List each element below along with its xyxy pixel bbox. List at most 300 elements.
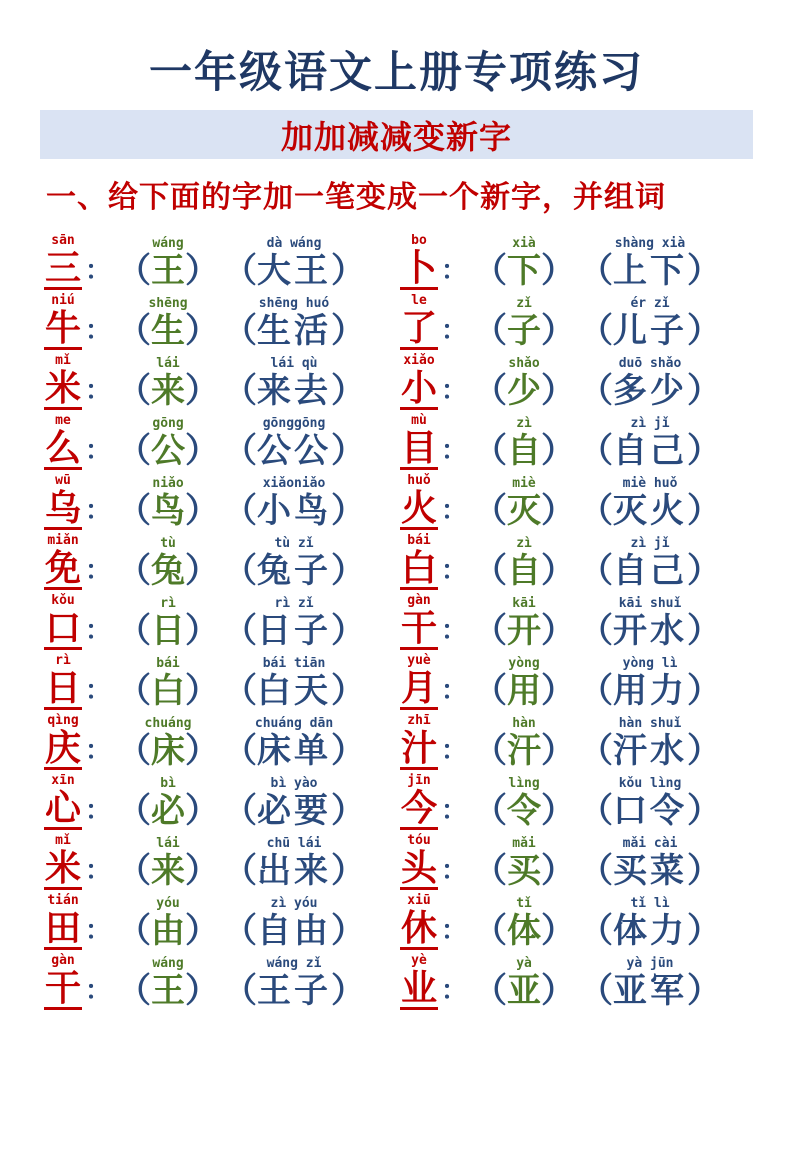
base-char: 小	[401, 367, 438, 409]
colon: ：	[85, 495, 112, 526]
word-pinyin: zì jǐ	[630, 536, 670, 552]
paren-open: （	[579, 432, 614, 471]
base-char: 业	[401, 967, 438, 1009]
new-char-group	[117, 895, 219, 950]
exercise-entry	[44, 290, 400, 350]
paren-close: ）	[185, 432, 220, 471]
word-text: 生活	[257, 312, 332, 351]
paren-close: ）	[687, 492, 722, 531]
new-char-parens	[473, 252, 575, 290]
base-char: 牛	[45, 307, 82, 349]
base-char: 免	[45, 547, 82, 589]
colon: ：	[85, 975, 112, 1006]
new-char-group	[117, 715, 219, 770]
new-char-pinyin: gōng	[152, 416, 184, 432]
new-char-pinyin: zì	[516, 536, 532, 552]
new-char-parens	[117, 492, 219, 530]
new-char-parens	[117, 672, 219, 710]
word-parens	[223, 612, 365, 650]
paren-close: ）	[331, 852, 366, 891]
base-pinyin: le	[411, 293, 427, 309]
new-char-pinyin: lái	[156, 356, 180, 372]
word-text: 必要	[257, 792, 332, 831]
paren-close: ）	[541, 672, 576, 711]
word-text: 自由	[257, 912, 332, 951]
colon: ：	[85, 795, 112, 826]
paren-open: （	[473, 252, 508, 291]
paren-close: ）	[541, 972, 576, 1011]
word-group	[579, 355, 721, 410]
new-char-pinyin: kāi	[512, 596, 536, 612]
new-char-pinyin: zǐ	[516, 296, 532, 312]
word-group	[223, 595, 365, 650]
base-pinyin: bái	[407, 533, 431, 549]
exercise-entry	[400, 710, 756, 770]
new-char-pinyin: bì	[160, 776, 176, 792]
base-char: 汁	[401, 727, 438, 769]
word-group	[579, 715, 721, 770]
paren-open: （	[579, 912, 614, 951]
base-pinyin: niú	[51, 293, 75, 309]
word-parens	[579, 972, 721, 1010]
new-char: 由	[151, 912, 186, 951]
base-char: 头	[401, 847, 438, 889]
exercise-entry	[400, 410, 756, 470]
base-pinyin: jīn	[407, 773, 431, 789]
base-char: 月	[401, 667, 438, 709]
new-char-group	[117, 415, 219, 470]
paren-open: （	[473, 372, 508, 411]
colon: ：	[85, 915, 112, 946]
paren-close: ）	[541, 912, 576, 951]
new-char-group	[473, 655, 575, 710]
word-pinyin: duō shǎo	[618, 356, 682, 372]
base-pinyin: xīn	[51, 773, 75, 789]
word-pinyin: zì jǐ	[630, 416, 670, 432]
new-char-pinyin: mǎi	[512, 836, 536, 852]
word-pinyin: mǎi cài	[622, 836, 678, 852]
word-parens	[579, 312, 721, 350]
new-char-group	[473, 475, 575, 530]
colon: ：	[85, 555, 112, 586]
word-text: 用力	[613, 672, 688, 711]
word-parens	[579, 372, 721, 410]
paren-close: ）	[541, 492, 576, 531]
paren-close: ）	[541, 552, 576, 591]
base-pinyin: mǐ	[55, 833, 71, 849]
base-unit	[400, 412, 438, 470]
new-char: 亚	[507, 972, 542, 1011]
paren-close: ）	[687, 732, 722, 771]
exercise-entry	[44, 830, 400, 890]
word-group	[579, 235, 721, 290]
word-text: 多少	[613, 372, 688, 411]
word-parens	[223, 792, 365, 830]
base-unit	[400, 832, 438, 890]
new-char-parens	[117, 732, 219, 770]
paren-close: ）	[687, 552, 722, 591]
new-char-pinyin: hàn	[512, 716, 536, 732]
base-pinyin: gàn	[407, 593, 431, 609]
base-char: 庆	[45, 727, 82, 769]
paren-open: （	[579, 732, 614, 771]
new-char-group	[117, 535, 219, 590]
paren-close: ）	[331, 252, 366, 291]
exercise-entry	[400, 890, 756, 950]
base-unit	[400, 292, 438, 350]
new-char-group	[117, 955, 219, 1010]
base-unit	[400, 532, 438, 590]
word-pinyin: bì yào	[270, 776, 318, 792]
paren-close: ）	[541, 312, 576, 351]
exercise-entry	[44, 410, 400, 470]
base-char: 白	[401, 547, 438, 589]
new-char-pinyin: niǎo	[152, 476, 184, 492]
new-char-group	[117, 295, 219, 350]
word-pinyin: gōnggōng	[262, 416, 326, 432]
new-char-pinyin: xià	[512, 236, 536, 252]
exercise-entry	[44, 530, 400, 590]
paren-close: ）	[185, 612, 220, 651]
word-group	[223, 355, 365, 410]
word-parens	[223, 972, 365, 1010]
paren-open: （	[223, 792, 258, 831]
colon: ：	[441, 255, 468, 286]
word-text: 开水	[613, 612, 688, 651]
new-char: 兔	[151, 552, 186, 591]
word-pinyin: tù zǐ	[274, 536, 314, 552]
word-pinyin: yòng lì	[622, 656, 678, 672]
new-char-group	[473, 535, 575, 590]
colon: ：	[441, 555, 468, 586]
new-char-parens	[473, 852, 575, 890]
base-unit	[44, 292, 82, 350]
base-pinyin: tián	[47, 893, 79, 909]
word-group	[223, 715, 365, 770]
new-char-parens	[117, 912, 219, 950]
base-char: 口	[45, 607, 82, 649]
word-parens	[223, 252, 365, 290]
base-unit	[44, 352, 82, 410]
paren-open: （	[579, 372, 614, 411]
new-char-group	[473, 835, 575, 890]
word-group	[223, 475, 365, 530]
paren-close: ）	[185, 552, 220, 591]
exercise-entry	[400, 230, 756, 290]
paren-open: （	[223, 852, 258, 891]
new-char: 白	[151, 672, 186, 711]
exercise-entry	[44, 770, 400, 830]
base-unit	[44, 412, 82, 470]
paren-close: ）	[331, 672, 366, 711]
paren-close: ）	[185, 252, 220, 291]
new-char: 子	[507, 312, 542, 351]
base-unit	[44, 772, 82, 830]
colon: ：	[85, 615, 112, 646]
word-text: 白天	[257, 672, 332, 711]
new-char: 买	[507, 852, 542, 891]
new-char: 公	[151, 432, 186, 471]
word-group	[223, 415, 365, 470]
colon: ：	[441, 975, 468, 1006]
base-unit	[44, 892, 82, 950]
base-unit	[44, 472, 82, 530]
word-pinyin: lái qù	[270, 356, 318, 372]
word-pinyin: dà wáng	[266, 236, 322, 252]
new-char-group	[473, 355, 575, 410]
base-pinyin: gàn	[51, 953, 75, 969]
word-parens	[579, 492, 721, 530]
new-char-pinyin: lìng	[508, 776, 540, 792]
paren-open: （	[473, 732, 508, 771]
word-parens	[579, 792, 721, 830]
new-char: 生	[151, 312, 186, 351]
paren-open: （	[473, 852, 508, 891]
new-char-parens	[473, 672, 575, 710]
paren-close: ）	[541, 792, 576, 831]
exercise-entry	[44, 950, 400, 1010]
base-pinyin: wū	[55, 473, 71, 489]
paren-open: （	[579, 972, 614, 1011]
base-pinyin: miǎn	[47, 533, 79, 549]
paren-open: （	[579, 252, 614, 291]
exercise-entry	[400, 830, 756, 890]
new-char-parens	[117, 252, 219, 290]
paren-close: ）	[687, 612, 722, 651]
exercise-entry	[44, 350, 400, 410]
paren-close: ）	[541, 612, 576, 651]
base-unit	[44, 232, 82, 290]
base-pinyin: bo	[411, 233, 427, 249]
base-pinyin: mǐ	[55, 353, 71, 369]
word-text: 上下	[613, 252, 688, 291]
new-char-parens	[473, 312, 575, 350]
exercise-entry	[400, 770, 756, 830]
section-instruction: 一、给下面的字加一笔变成一个新字，并组词	[46, 181, 666, 215]
colon: ：	[441, 495, 468, 526]
new-char-pinyin: rì	[160, 596, 176, 612]
base-char: 火	[401, 487, 438, 529]
colon: ：	[85, 435, 112, 466]
word-parens	[579, 552, 721, 590]
word-parens	[579, 912, 721, 950]
paren-close: ）	[185, 912, 220, 951]
word-parens	[579, 432, 721, 470]
new-char-group	[473, 955, 575, 1010]
base-pinyin: yuè	[407, 653, 431, 669]
word-text: 王子	[257, 972, 332, 1011]
page-title: 一年级语文上册专项练习	[149, 49, 644, 97]
base-unit	[400, 892, 438, 950]
word-parens	[223, 672, 365, 710]
paren-close: ）	[541, 252, 576, 291]
paren-open: （	[473, 792, 508, 831]
colon: ：	[85, 735, 112, 766]
paren-open: （	[117, 552, 152, 591]
new-char-pinyin: yà	[516, 956, 532, 972]
word-pinyin: miè huǒ	[622, 476, 678, 492]
word-group	[579, 475, 721, 530]
base-unit	[400, 232, 438, 290]
word-parens	[223, 552, 365, 590]
paren-close: ）	[687, 852, 722, 891]
word-pinyin: chuáng dān	[254, 716, 334, 732]
base-char: 干	[401, 607, 438, 649]
new-char-parens	[117, 972, 219, 1010]
paren-close: ）	[541, 732, 576, 771]
exercise-entry	[400, 950, 756, 1010]
colon: ：	[441, 855, 468, 886]
paren-close: ）	[687, 252, 722, 291]
base-pinyin: me	[55, 413, 71, 429]
word-group	[223, 775, 365, 830]
colon: ：	[85, 255, 112, 286]
word-text: 大王	[257, 252, 332, 291]
base-pinyin: zhī	[407, 713, 431, 729]
paren-open: （	[117, 912, 152, 951]
paren-close: ）	[185, 312, 220, 351]
paren-close: ）	[331, 432, 366, 471]
new-char: 来	[151, 372, 186, 411]
paren-close: ）	[541, 372, 576, 411]
new-char: 王	[151, 972, 186, 1011]
word-text: 兔子	[257, 552, 332, 591]
paren-close: ）	[331, 912, 366, 951]
base-char: 田	[45, 907, 82, 949]
paren-open: （	[579, 552, 614, 591]
base-unit	[44, 652, 82, 710]
new-char-pinyin: wáng	[152, 956, 184, 972]
exercise-entry	[400, 350, 756, 410]
base-pinyin: sān	[51, 233, 75, 249]
word-parens	[579, 672, 721, 710]
new-char-parens	[473, 432, 575, 470]
colon: ：	[441, 315, 468, 346]
paren-open: （	[473, 672, 508, 711]
new-char-group	[473, 235, 575, 290]
word-text: 公公	[257, 432, 332, 471]
exercise-entry	[44, 710, 400, 770]
word-text: 口令	[613, 792, 688, 831]
word-parens	[223, 432, 365, 470]
paren-open: （	[117, 672, 152, 711]
base-char: 目	[401, 427, 438, 469]
paren-open: （	[117, 372, 152, 411]
word-group	[579, 535, 721, 590]
colon: ：	[441, 675, 468, 706]
new-char: 自	[507, 432, 542, 471]
paren-open: （	[117, 252, 152, 291]
new-char: 开	[507, 612, 542, 651]
paren-close: ）	[687, 972, 722, 1011]
paren-close: ）	[331, 492, 366, 531]
base-char: 米	[45, 847, 82, 889]
paren-open: （	[579, 492, 614, 531]
paren-open: （	[223, 612, 258, 651]
new-char: 下	[507, 252, 542, 291]
worksheet-subtitle: 加加减减变新字	[280, 118, 512, 155]
word-group	[223, 835, 365, 890]
word-parens	[579, 852, 721, 890]
paren-open: （	[223, 492, 258, 531]
paren-close: ）	[541, 432, 576, 471]
paren-open: （	[223, 552, 258, 591]
paren-open: （	[223, 432, 258, 471]
colon: ：	[441, 615, 468, 646]
new-char-group	[473, 775, 575, 830]
word-text: 亚军	[613, 972, 688, 1011]
paren-open: （	[473, 492, 508, 531]
word-text: 灭火	[613, 492, 688, 531]
colon: ：	[441, 915, 468, 946]
paren-close: ）	[331, 552, 366, 591]
word-group	[223, 655, 365, 710]
word-pinyin: rì zǐ	[274, 596, 314, 612]
word-parens	[223, 732, 365, 770]
new-char-pinyin: miè	[512, 476, 536, 492]
new-char: 用	[507, 672, 542, 711]
new-char-parens	[473, 732, 575, 770]
new-char-parens	[117, 612, 219, 650]
new-char: 必	[151, 792, 186, 831]
base-char: 了	[401, 307, 438, 349]
new-char: 鸟	[151, 492, 186, 531]
base-pinyin: rì	[55, 653, 71, 669]
exercise-entry	[400, 530, 756, 590]
word-parens	[579, 732, 721, 770]
word-pinyin: chū lái	[266, 836, 322, 852]
colon: ：	[85, 675, 112, 706]
word-group	[579, 775, 721, 830]
word-group	[223, 535, 365, 590]
paren-open: （	[117, 492, 152, 531]
paren-close: ）	[687, 312, 722, 351]
new-char-pinyin: tù	[160, 536, 176, 552]
base-char: 卜	[401, 247, 438, 289]
paren-close: ）	[185, 372, 220, 411]
base-pinyin: kǒu	[51, 593, 75, 609]
new-char-pinyin: shǎo	[508, 356, 540, 372]
word-text: 小鸟	[257, 492, 332, 531]
paren-open: （	[579, 312, 614, 351]
paren-open: （	[117, 792, 152, 831]
exercise-entry	[400, 290, 756, 350]
word-pinyin: tǐ lì	[630, 896, 670, 912]
base-char: 三	[45, 247, 82, 289]
base-pinyin: mù	[411, 413, 427, 429]
colon: ：	[441, 795, 468, 826]
new-char-group	[117, 355, 219, 410]
paren-open: （	[579, 612, 614, 651]
paren-open: （	[473, 432, 508, 471]
paren-open: （	[117, 972, 152, 1011]
exercise-entry	[44, 230, 400, 290]
new-char-pinyin: bái	[156, 656, 180, 672]
exercise-entry	[44, 650, 400, 710]
paren-close: ）	[331, 732, 366, 771]
new-char-parens	[473, 492, 575, 530]
new-char-group	[473, 895, 575, 950]
new-char-parens	[473, 372, 575, 410]
paren-close: ）	[687, 432, 722, 471]
new-char-parens	[117, 552, 219, 590]
new-char-pinyin: chuáng	[144, 716, 192, 732]
new-char-group	[473, 715, 575, 770]
paren-open: （	[223, 672, 258, 711]
paren-open: （	[117, 612, 152, 651]
word-pinyin: shàng xià	[614, 236, 686, 252]
paren-close: ）	[331, 972, 366, 1011]
